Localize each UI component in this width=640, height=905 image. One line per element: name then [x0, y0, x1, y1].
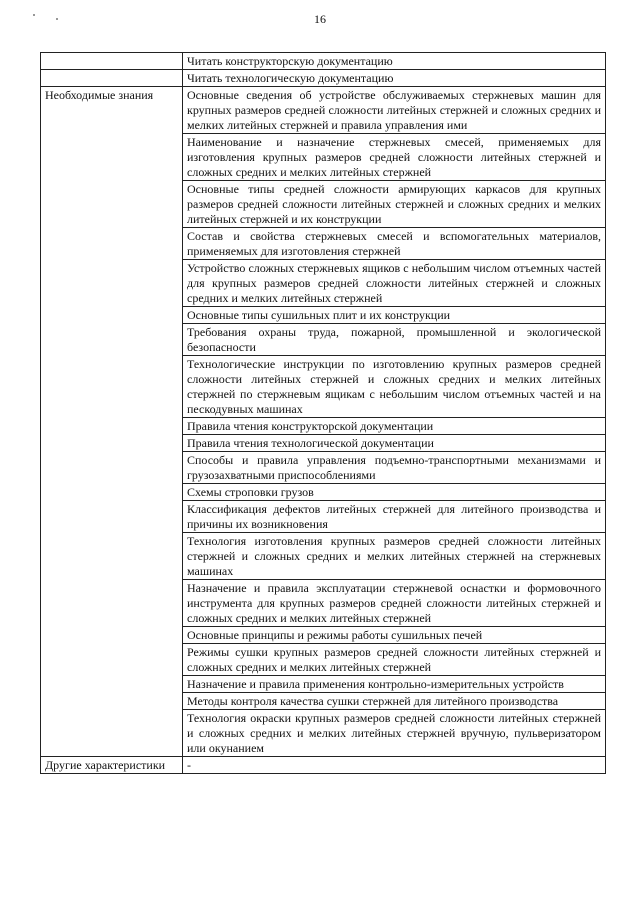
- scan-speck: [33, 14, 35, 16]
- table-row: [41, 53, 606, 70]
- left-cell-empty: [41, 70, 183, 87]
- knowledge-item: Методы контроля качества сушки стержней для литейного производства: [183, 693, 606, 710]
- knowledge-item: Основные типы сушильных плит и их конструкции: [183, 307, 606, 324]
- knowledge-item: Правила чтения конструкторской документации: [183, 418, 606, 435]
- knowledge-item: Технология изготовления крупных размеров средней сложности литейных стержней и сложных средних и мелких литейных стержней на стержневых машинах: [183, 533, 606, 580]
- other-characteristics-label: Другие характеристики: [41, 757, 183, 774]
- knowledge-item: Способы и правила управления подъемно-транспортными механизмами и грузозахватными приспособлениями: [183, 452, 606, 484]
- knowledge-item: Основные принципы и режимы работы сушильных печей: [183, 627, 606, 644]
- page-number: 16: [314, 12, 326, 26]
- table-row: [41, 757, 606, 774]
- knowledge-item: Классификация дефектов литейных стержней для литейного производства и причины их возникновения: [183, 501, 606, 533]
- knowledge-item: Назначение и правила эксплуатации стержневой оснастки и формовочного инструмента для крупных размеров средней сложности литейных стержней и сложных средних и мелких литейных стержней: [183, 580, 606, 627]
- knowledge-item: Схемы строповки грузов: [183, 484, 606, 501]
- knowledge-item: Режимы сушки крупных размеров средней сложности литейных стержней и сложных средних и мелких литейных стержней: [183, 644, 606, 676]
- knowledge-item: Технологические инструкции по изготовлению крупных размеров средней сложности литейных стержней и сложных средних и мелких литейных стержней по стержневым ящикам с небольшим числом отъемных частей и на пескодувных машинах: [183, 356, 606, 418]
- table-row: [41, 70, 606, 87]
- knowledge-item: Основные сведения об устройстве обслуживаемых стержневых машин для крупных размеров средней сложности литейных стержней и сложных средних и мелких литейных стержней и правила управления ими: [183, 87, 606, 134]
- knowledge-item: Устройство сложных стержневых ящиков с небольшим числом отъемных частей для крупных размеров средней сложности литейных стержней и сложных средних и мелких литейных стержней: [183, 260, 606, 307]
- knowledge-item: Правила чтения технологической документации: [183, 435, 606, 452]
- knowledge-item: Назначение и правила применения контрольно-измерительных устройств: [183, 676, 606, 693]
- left-cell-empty: [41, 53, 183, 70]
- table-row: [41, 87, 606, 134]
- other-characteristics-value: -: [183, 757, 606, 774]
- scan-speck: [56, 18, 58, 20]
- skill-read-design-docs: Читать конструкторскую документацию: [183, 53, 606, 70]
- knowledge-label: Необходимые знания: [41, 87, 183, 757]
- skill-read-tech-docs: Читать технологическую документацию: [183, 70, 606, 87]
- knowledge-item: Состав и свойства стержневых смесей и вспомогательных материалов, применяемых для изготовления стержней: [183, 228, 606, 260]
- knowledge-item: Наименование и назначение стержневых смесей, применяемых для изготовления крупных размеров средней сложности литейных стержней и сложных средних и мелких литейных стержней: [183, 134, 606, 181]
- knowledge-item: Требования охраны труда, пожарной, промышленной и экологической безопасности: [183, 324, 606, 356]
- qualification-table: [40, 52, 606, 774]
- knowledge-item: Технология окраски крупных размеров средней сложности литейных стержней и сложных средних и мелких литейных стержней вручную, пульверизатором или окунанием: [183, 710, 606, 757]
- knowledge-item: Основные типы средней сложности армирующих каркасов для крупных размеров средней сложности литейных стержней и сложных средних и мелких литейных стержней и их конструкции: [183, 181, 606, 228]
